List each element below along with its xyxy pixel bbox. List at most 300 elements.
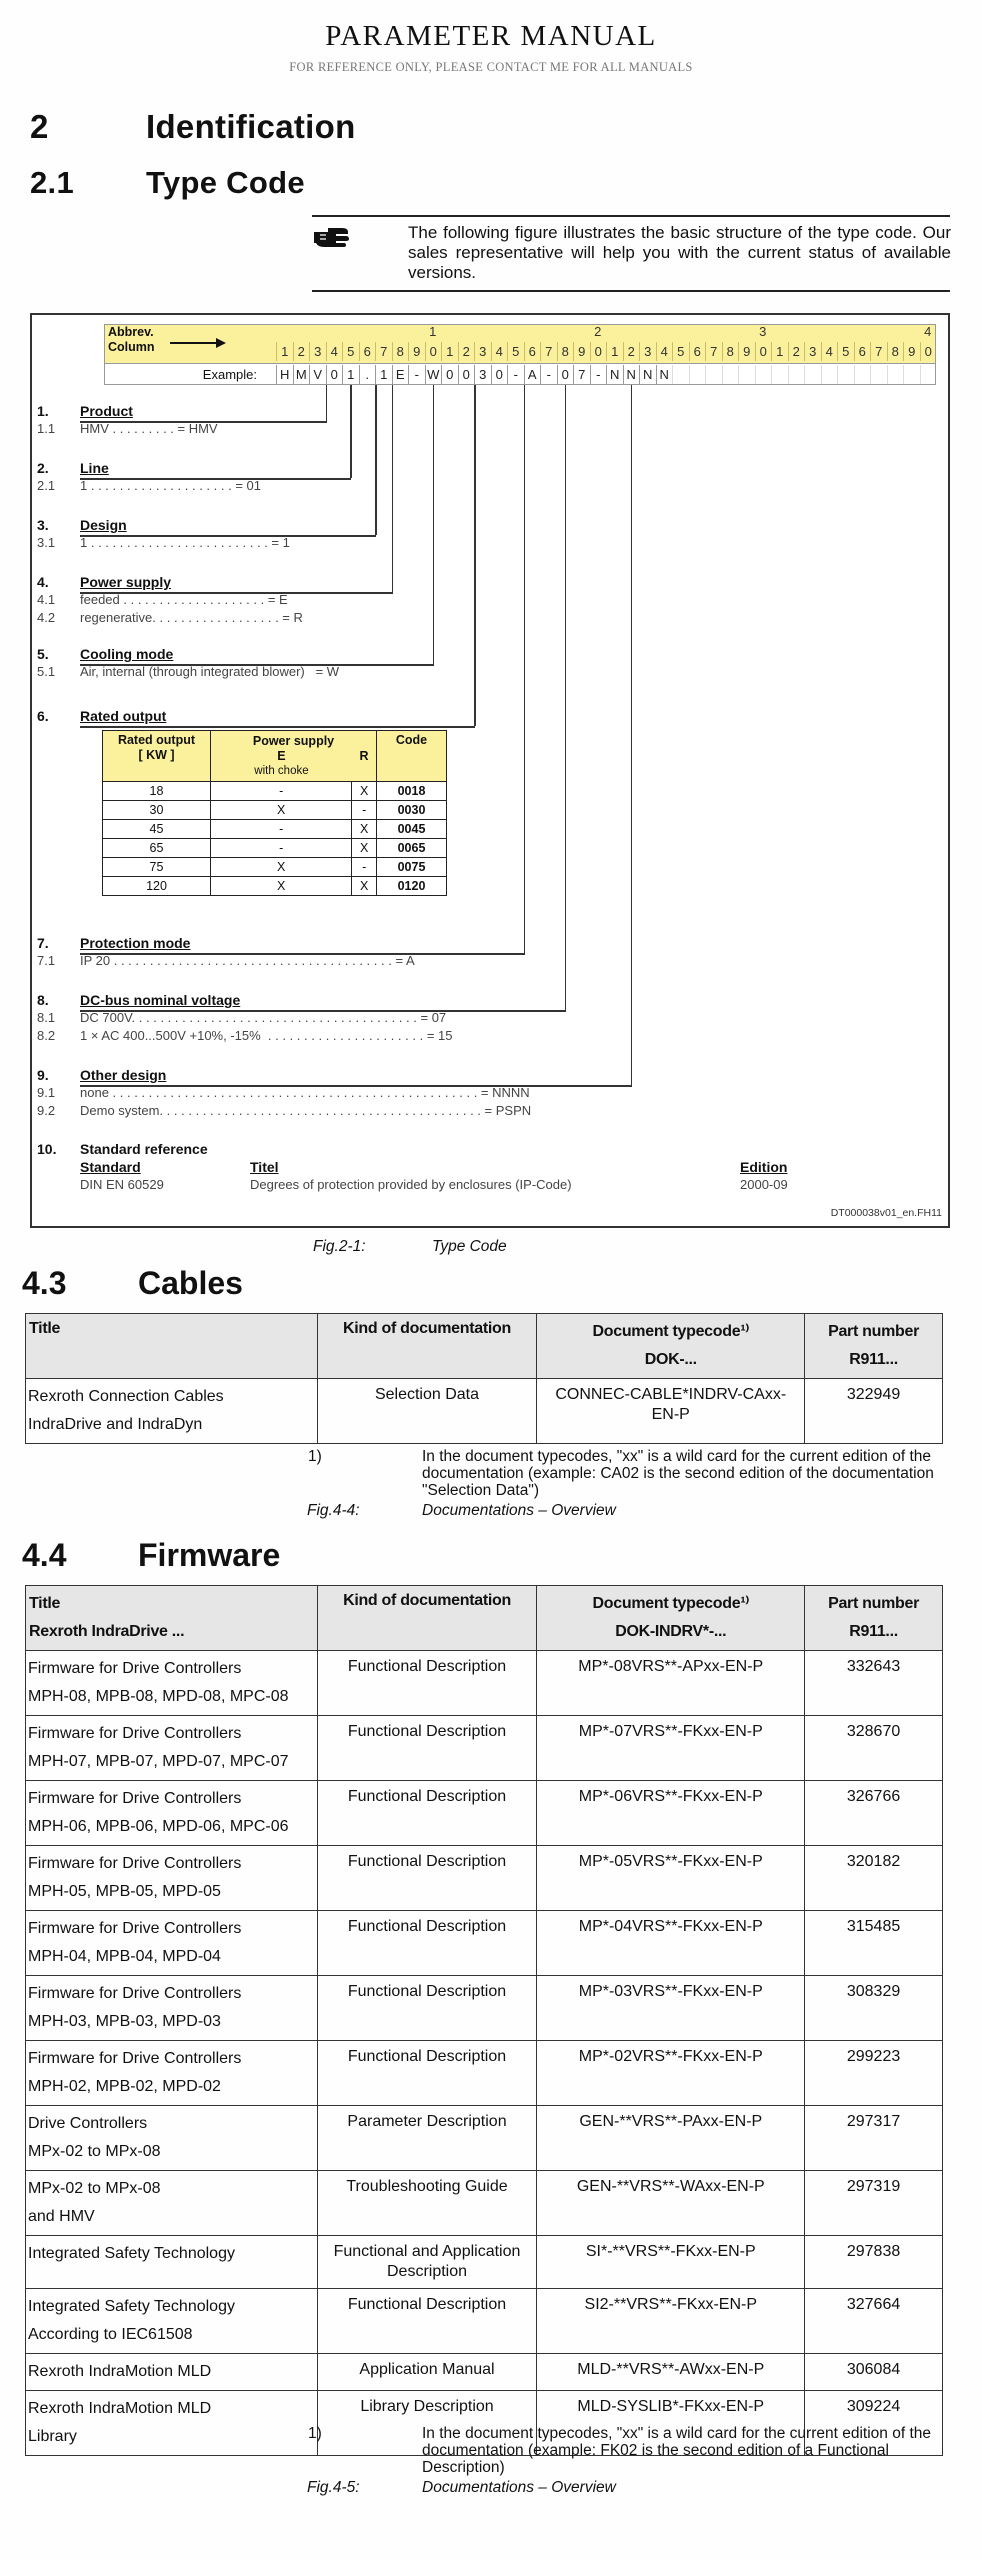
group-number: 10. — [37, 1141, 57, 1157]
option-text: HMV . . . . . . . . . = HMV — [80, 421, 218, 436]
leader-vertical — [631, 385, 633, 1085]
column-unit-digit: 4 — [326, 342, 343, 361]
table-row — [26, 2236, 943, 2289]
option-text: regenerative. . . . . . . . . . . . . . . . . . = R — [80, 610, 303, 625]
row-title-cell — [26, 1911, 318, 1976]
col-header-dok: DOK-... — [644, 1351, 697, 1368]
row-typecode: MP*-03VRS**-FKxx-EN-P — [578, 1983, 763, 2000]
column-unit-digit: 8 — [557, 342, 574, 361]
row-kind: Functional and Application Description — [333, 2243, 521, 2280]
table-row — [26, 2289, 943, 2354]
option-text: IP 20 . . . . . . . . . . . . . . . . . . . . . . . . . . . . . . . . . . . . . . . = A — [80, 953, 415, 968]
example-char: N — [639, 365, 656, 384]
column-unit-digit: 1 — [606, 342, 623, 361]
leader-vertical — [524, 385, 526, 953]
section-number: 2.1 — [30, 165, 74, 200]
row-title-line2: MPH-07, MPB-07, MPD-07, MPC-07 — [28, 1753, 289, 1770]
row-part-number: 299223 — [846, 2048, 901, 2065]
row-kind-cell — [317, 2354, 537, 2391]
row-part-number-cell — [805, 1781, 943, 1846]
supply-e-cell: X — [211, 858, 352, 877]
group-number: 5. — [37, 646, 49, 662]
rated-output-table — [102, 730, 447, 896]
example-char-empty — [887, 365, 904, 384]
row-kind: Functional Description — [347, 1788, 507, 1805]
row-typecode-cell — [537, 2236, 805, 2289]
group-title: Cooling mode — [80, 646, 174, 662]
row-typecode: GEN-**VRS**-PAxx-EN-P — [579, 2113, 763, 2130]
example-char-empty — [672, 365, 689, 384]
example-char: A — [524, 365, 541, 384]
row-title-line2: and HMV — [28, 2208, 95, 2225]
row-kind: Troubleshooting Guide — [346, 2178, 508, 2195]
table-row — [26, 1716, 943, 1781]
table-row — [26, 1911, 943, 1976]
table-row — [26, 1976, 943, 2041]
column-unit-digit: 4 — [491, 342, 508, 361]
example-char-empty — [804, 365, 821, 384]
example-char: H — [276, 365, 293, 384]
option-text: none . . . . . . . . . . . . . . . . . . . . . . . . . . . . . . . . . . . . . . . . . . . . . . . . . . . = NNNN — [80, 1085, 530, 1100]
col-header-kind: Kind of documentation — [343, 1592, 511, 1609]
group-title: Rated output — [80, 708, 167, 724]
row-kind: Functional Description — [347, 1853, 507, 1870]
row-part-number-cell — [805, 1846, 943, 1911]
row-part-number-cell — [805, 2354, 943, 2391]
row-kind-cell — [317, 1846, 537, 1911]
row-kind: Functional Description — [347, 1918, 507, 1935]
rated-row — [103, 858, 447, 877]
row-typecode-cell — [537, 1976, 805, 2041]
type-code-figure — [30, 313, 950, 1228]
row-kind-cell — [317, 1976, 537, 2041]
example-char: N — [623, 365, 640, 384]
row-title-line1: Rexroth IndraMotion MLD — [28, 2363, 212, 2380]
divider — [312, 290, 950, 292]
supply-r-cell: X — [352, 820, 377, 839]
col-header-part-number: Part number — [828, 1323, 920, 1340]
row-title-line1: Firmware for Drive Controllers — [28, 1985, 242, 2002]
row-title-cell — [26, 2354, 318, 2391]
row-typecode: SI*-**VRS**-FKxx-EN-P — [585, 2243, 756, 2260]
supply-r-cell: - — [352, 801, 377, 820]
column-unit-digit: 7 — [705, 342, 722, 361]
figure-id: DT000038v01_en.FH11 — [830, 1207, 942, 1219]
power-supply-header: Power supply — [252, 733, 335, 748]
example-char-empty — [870, 365, 887, 384]
row-typecode-cell — [537, 2354, 805, 2391]
column-unit-digit: 2 — [623, 342, 640, 361]
row-kind: Functional Description — [347, 2048, 507, 2065]
example-char: 1 — [375, 365, 392, 384]
row-kind: Library Description — [360, 2398, 494, 2415]
page-header-subtitle: FOR REFERENCE ONLY, PLEASE CONTACT ME FOR ALL MANUALS — [289, 60, 693, 74]
row-title-cell — [26, 2171, 318, 2236]
leader-vertical — [433, 385, 435, 664]
table-row — [26, 2041, 943, 2106]
col-header-r911: R911... — [849, 1623, 898, 1640]
row-title-line2: MPH-04, MPB-04, MPD-04 — [28, 1948, 221, 1965]
option-number: 8.2 — [37, 1028, 56, 1043]
option-number: 9.2 — [37, 1103, 56, 1118]
col-header-subtitle: Rexroth IndraDrive ... — [29, 1623, 185, 1640]
column-unit-digit: 7 — [870, 342, 887, 361]
figure-label: Fig.4-5: — [307, 2479, 360, 2496]
row-part-number: 308329 — [846, 1983, 901, 2000]
column-unit-digit: 3 — [804, 342, 821, 361]
row-part-number-cell — [805, 1976, 943, 2041]
column-unit-digit: 3 — [474, 342, 491, 361]
option-number: 2.1 — [37, 478, 56, 493]
example-char: - — [540, 365, 557, 384]
row-title-line2: MPH-06, MPB-06, MPD-06, MPC-06 — [28, 1818, 289, 1835]
example-char: E — [392, 365, 409, 384]
table-row — [26, 1379, 943, 1444]
row-typecode-cell — [537, 1781, 805, 1846]
row-part-number: 326766 — [846, 1788, 901, 1805]
example-char: 3 — [474, 365, 491, 384]
row-typecode: MP*-02VRS**-FKxx-EN-P — [578, 2048, 763, 2065]
row-title-cell — [26, 1781, 318, 1846]
column-unit-digit: 6 — [854, 342, 871, 361]
figure-caption: Type Code — [432, 1238, 507, 1255]
row-part-number: 322949 — [846, 1386, 901, 1403]
option-text: Air, internal (through integrated blower) = W — [80, 664, 340, 679]
group-number: 6. — [37, 708, 49, 724]
column-unit-digit: 2 — [293, 342, 310, 361]
code-cell: 0018 — [377, 782, 447, 801]
row-typecode-cell — [537, 2289, 805, 2354]
option-number: 4.1 — [37, 592, 56, 607]
example-label: Example: — [202, 367, 257, 382]
example-char: . — [359, 365, 376, 384]
row-title-line1: Firmware for Drive Controllers — [28, 1725, 242, 1742]
example-char-empty — [854, 365, 871, 384]
row-part-number: 297319 — [846, 2178, 901, 2195]
option-text: DC 700V. . . . . . . . . . . . . . . . . . . . . . . . . . . . . . . . . . . . . . . . = 07 — [80, 1010, 447, 1025]
example-char: - — [408, 365, 425, 384]
standard-ref-title: Standard reference — [80, 1141, 208, 1157]
example-char-empty — [920, 365, 937, 384]
rated-row — [103, 820, 447, 839]
r-header: R — [359, 748, 369, 763]
row-part-number: 297838 — [846, 2243, 901, 2260]
example-char: N — [606, 365, 623, 384]
example-char: - — [507, 365, 524, 384]
example-char-empty — [738, 365, 755, 384]
row-title-cell — [26, 1651, 318, 1716]
table-row — [26, 2354, 943, 2391]
rated-kw-cell: 45 — [103, 820, 211, 839]
section-title: Firmware — [138, 1537, 281, 1573]
column-tens-digit: 4 — [924, 324, 932, 339]
row-title-cell — [26, 2236, 318, 2289]
leader-vertical — [565, 385, 567, 1010]
leader-vertical — [392, 385, 394, 592]
column-unit-digit: 8 — [392, 342, 409, 361]
column-tens-digit: 2 — [594, 324, 602, 339]
code-cell: 0065 — [377, 839, 447, 858]
column-tens-digit: 3 — [759, 324, 767, 339]
col-header-dok: DOK-INDRV*-... — [615, 1623, 727, 1640]
page-header-title: PARAMETER MANUAL — [325, 20, 657, 52]
section-number: 4.3 — [22, 1265, 67, 1301]
row-title-cell — [26, 2106, 318, 2171]
column-unit-digit: 1 — [441, 342, 458, 361]
example-char-empty — [755, 365, 772, 384]
abbrev-label: Abbrev. Column — [108, 325, 155, 354]
example-char: 1 — [342, 365, 359, 384]
row-title-line1: Integrated Safety Technology — [28, 2298, 235, 2315]
titel-value: Degrees of protection provided by enclosures (IP-Code) — [250, 1177, 572, 1192]
row-title-cell — [26, 2289, 318, 2354]
supply-e-cell: - — [211, 782, 352, 801]
row-kind-cell — [317, 2171, 537, 2236]
column-unit-digit: 6 — [524, 342, 541, 361]
option-number: 9.1 — [37, 1085, 56, 1100]
firmware-table — [25, 1585, 943, 2456]
cables-table — [25, 1313, 943, 1444]
table-row — [26, 1651, 943, 1716]
row-typecode: CONNEC-CABLE*INDRV-CAxx-EN-P — [555, 1386, 787, 1423]
row-part-number-cell — [805, 2106, 943, 2171]
row-title-line1: Drive Controllers — [28, 2115, 148, 2132]
code-cell: 0030 — [377, 801, 447, 820]
row-kind-cell — [317, 1651, 537, 1716]
column-unit-digit: 5 — [837, 342, 854, 361]
row-part-number-cell — [805, 1911, 943, 1976]
column-unit-digit: 6 — [689, 342, 706, 361]
row-kind-cell — [317, 1911, 537, 1976]
row-kind-cell — [317, 2289, 537, 2354]
table-row — [26, 2171, 943, 2236]
example-char: 0 — [491, 365, 508, 384]
leader-vertical — [474, 385, 476, 726]
code-header: Code — [395, 733, 428, 747]
row-title-cell — [26, 1846, 318, 1911]
column-unit-digit: 0 — [755, 342, 772, 361]
column-unit-digit: 8 — [722, 342, 739, 361]
row-part-number-cell — [805, 2236, 943, 2289]
option-number: 1.1 — [37, 421, 56, 436]
column-unit-digit: 0 — [920, 342, 937, 361]
section-number: 4.4 — [22, 1537, 67, 1573]
example-char: W — [425, 365, 442, 384]
option-number: 7.1 — [37, 953, 56, 968]
example-char: 0 — [326, 365, 343, 384]
row-typecode: MP*-05VRS**-FKxx-EN-P — [578, 1853, 763, 1870]
group-title: DC-bus nominal voltage — [80, 992, 241, 1008]
row-part-number: 297317 — [846, 2113, 901, 2130]
column-unit-digit: 3 — [639, 342, 656, 361]
row-part-number: 320182 — [846, 1853, 901, 1870]
col-header-title: Title — [29, 1320, 61, 1337]
example-char-empty — [821, 365, 838, 384]
column-unit-digit: 2 — [458, 342, 475, 361]
row-title-line1: Firmware for Drive Controllers — [28, 2050, 242, 2067]
option-number: 5.1 — [37, 664, 56, 679]
group-number: 2. — [37, 460, 49, 476]
row-title-line2: MPx-02 to MPx-08 — [28, 2143, 161, 2160]
col-header-part-number: Part number — [828, 1595, 920, 1612]
rated-kw-cell: 18 — [103, 782, 211, 801]
row-kind-cell — [317, 1781, 537, 1846]
footnote-mark: 1) — [308, 1448, 322, 1465]
intro-text: The following figure illustrates the basic structure of the type code. Our sales representative will help you with the current status of available versions. — [408, 223, 951, 282]
arrow-icon — [170, 336, 226, 348]
row-title-line1: Firmware for Drive Controllers — [28, 1790, 242, 1807]
standard-value: DIN EN 60529 — [80, 1177, 164, 1192]
row-title-line2: According to IEC61508 — [28, 2326, 193, 2343]
row-part-number: 332643 — [846, 1658, 901, 1675]
col-header-kind: Kind of documentation — [343, 1320, 511, 1337]
group-number: 4. — [37, 574, 49, 590]
row-title-cell — [26, 2391, 318, 2456]
row-part-number: 309224 — [846, 2398, 901, 2415]
group-number: 1. — [37, 403, 49, 419]
divider — [312, 215, 950, 217]
supply-e-cell: - — [211, 839, 352, 858]
rated-row — [103, 801, 447, 820]
group-number: 9. — [37, 1067, 49, 1083]
row-part-number-cell — [805, 2289, 943, 2354]
row-title-cell — [26, 1716, 318, 1781]
footnote-text: In the document typecodes, "xx" is a wild card for the current edition of the documentation (example: FK02 is the second edition of a Functional Description) — [422, 2425, 931, 2476]
row-typecode: SI2-**VRS**-FKxx-EN-P — [584, 2296, 757, 2313]
group-title: Power supply — [80, 574, 172, 590]
row-kind: Functional Description — [347, 2296, 507, 2313]
row-title-line1: Firmware for Drive Controllers — [28, 1660, 242, 1677]
example-char-empty — [705, 365, 722, 384]
row-part-number-cell — [805, 2171, 943, 2236]
section-title: Identification — [146, 108, 356, 145]
standard-col-header: Standard — [80, 1159, 141, 1175]
column-unit-digit: 5 — [507, 342, 524, 361]
row-title-line1: MPx-02 to MPx-08 — [28, 2180, 161, 2197]
column-unit-digit: 7 — [375, 342, 392, 361]
row-part-number-cell — [805, 2041, 943, 2106]
table-row — [26, 2106, 943, 2171]
example-char-empty — [689, 365, 706, 384]
group-title: Design — [80, 517, 127, 533]
row-typecode-cell — [537, 2171, 805, 2236]
row-typecode: MLD-SYSLIB*-FKxx-EN-P — [577, 2398, 765, 2415]
group-title: Other design — [80, 1067, 167, 1083]
col-header-typecode: Document typecode¹⁾ — [592, 1323, 749, 1340]
option-text: 1 × AC 400...500V +10%, -15% . . . . . . . . . . . . . . . . . . . . . . = 15 — [80, 1028, 453, 1043]
example-char-empty — [722, 365, 739, 384]
code-cell: 0045 — [377, 820, 447, 839]
code-cell: 0075 — [377, 858, 447, 877]
row-title-line1: Rexroth Connection Cables — [28, 1388, 224, 1405]
row-title-line2: Library — [28, 2428, 77, 2445]
rated-output-header: Rated output — [117, 733, 196, 747]
row-title-line1: Firmware for Drive Controllers — [28, 1920, 242, 1937]
example-char-empty — [903, 365, 920, 384]
row-typecode-cell — [537, 2041, 805, 2106]
column-unit-digit: 6 — [359, 342, 376, 361]
row-title-line2: MPH-08, MPB-08, MPD-08, MPC-08 — [28, 1688, 289, 1705]
supply-e-cell: X — [211, 801, 352, 820]
row-kind: Selection Data — [374, 1386, 480, 1403]
column-unit-digit: 8 — [887, 342, 904, 361]
column-unit-digit: 1 — [771, 342, 788, 361]
row-typecode-cell — [537, 2106, 805, 2171]
column-tens-digit: 1 — [429, 324, 437, 339]
row-kind-cell — [317, 2041, 537, 2106]
row-kind: Functional Description — [347, 1723, 507, 1740]
row-title-line2: MPH-02, MPB-02, MPD-02 — [28, 2078, 221, 2095]
section-title: Cables — [138, 1265, 243, 1301]
column-unit-digit: 9 — [573, 342, 590, 361]
row-kind: Functional Description — [347, 1983, 507, 2000]
group-title: Line — [80, 460, 109, 476]
row-part-number-cell — [805, 1716, 943, 1781]
column-unit-digit: 5 — [342, 342, 359, 361]
row-title-cell — [26, 1976, 318, 2041]
example-char: M — [293, 365, 310, 384]
rated-row — [103, 782, 447, 801]
group-number: 3. — [37, 517, 49, 533]
row-kind-cell — [317, 1716, 537, 1781]
supply-r-cell: X — [352, 839, 377, 858]
example-char: N — [656, 365, 673, 384]
rated-kw-cell: 30 — [103, 801, 211, 820]
figure-label: Fig.4-4: — [307, 1502, 360, 1519]
col-header-title: Title — [29, 1595, 61, 1612]
table-row — [26, 1846, 943, 1911]
rated-row — [103, 877, 447, 896]
row-typecode-cell — [537, 1716, 805, 1781]
column-unit-digit: 7 — [540, 342, 557, 361]
footnote-mark: 1) — [308, 2425, 322, 2442]
row-typecode: MP*-06VRS**-FKxx-EN-P — [578, 1788, 763, 1805]
rated-kw-cell: 75 — [103, 858, 211, 877]
column-unit-digit: 3 — [309, 342, 326, 361]
footnote-text: In the document typecodes, "xx" is a wild card for the current edition of the documentation (example: CA02 is the second edition of the documentation "Selection Data") — [422, 1448, 934, 1499]
option-text: 1 . . . . . . . . . . . . . . . . . . . . = 01 — [80, 478, 261, 493]
edition-value: 2000-09 — [740, 1177, 788, 1192]
row-kind: Application Manual — [359, 2361, 495, 2378]
col-header-r911: R911... — [849, 1351, 898, 1368]
row-part-number-cell — [805, 1651, 943, 1716]
row-title-line2: MPH-05, MPB-05, MPD-05 — [28, 1883, 221, 1900]
row-kind-cell — [317, 2236, 537, 2289]
with-choke-label: with choke — [254, 764, 309, 777]
column-unit-digit: 2 — [788, 342, 805, 361]
row-typecode-cell — [537, 1911, 805, 1976]
column-unit-digit: 5 — [672, 342, 689, 361]
row-title-line1: Integrated Safety Technology — [28, 2245, 235, 2262]
leader-horizontal — [80, 726, 475, 728]
group-number: 8. — [37, 992, 49, 1008]
row-typecode: GEN-**VRS**-WAxx-EN-P — [576, 2178, 765, 2195]
option-text: 1 . . . . . . . . . . . . . . . . . . . . . . . . . = 1 — [80, 535, 290, 550]
section-number: 2 — [30, 108, 49, 145]
figure-caption: Documentations – Overview — [422, 1502, 616, 1519]
pointing-hand-icon — [312, 224, 352, 250]
leader-vertical — [326, 385, 328, 421]
example-char-empty — [837, 365, 854, 384]
supply-r-cell: X — [352, 782, 377, 801]
row-typecode: MP*-08VRS**-APxx-EN-P — [578, 1658, 764, 1675]
example-char: 0 — [441, 365, 458, 384]
leader-vertical — [375, 385, 377, 535]
option-number: 4.2 — [37, 610, 56, 625]
column-unit-digit: 9 — [903, 342, 920, 361]
rated-row — [103, 839, 447, 858]
code-cell: 0120 — [377, 877, 447, 896]
